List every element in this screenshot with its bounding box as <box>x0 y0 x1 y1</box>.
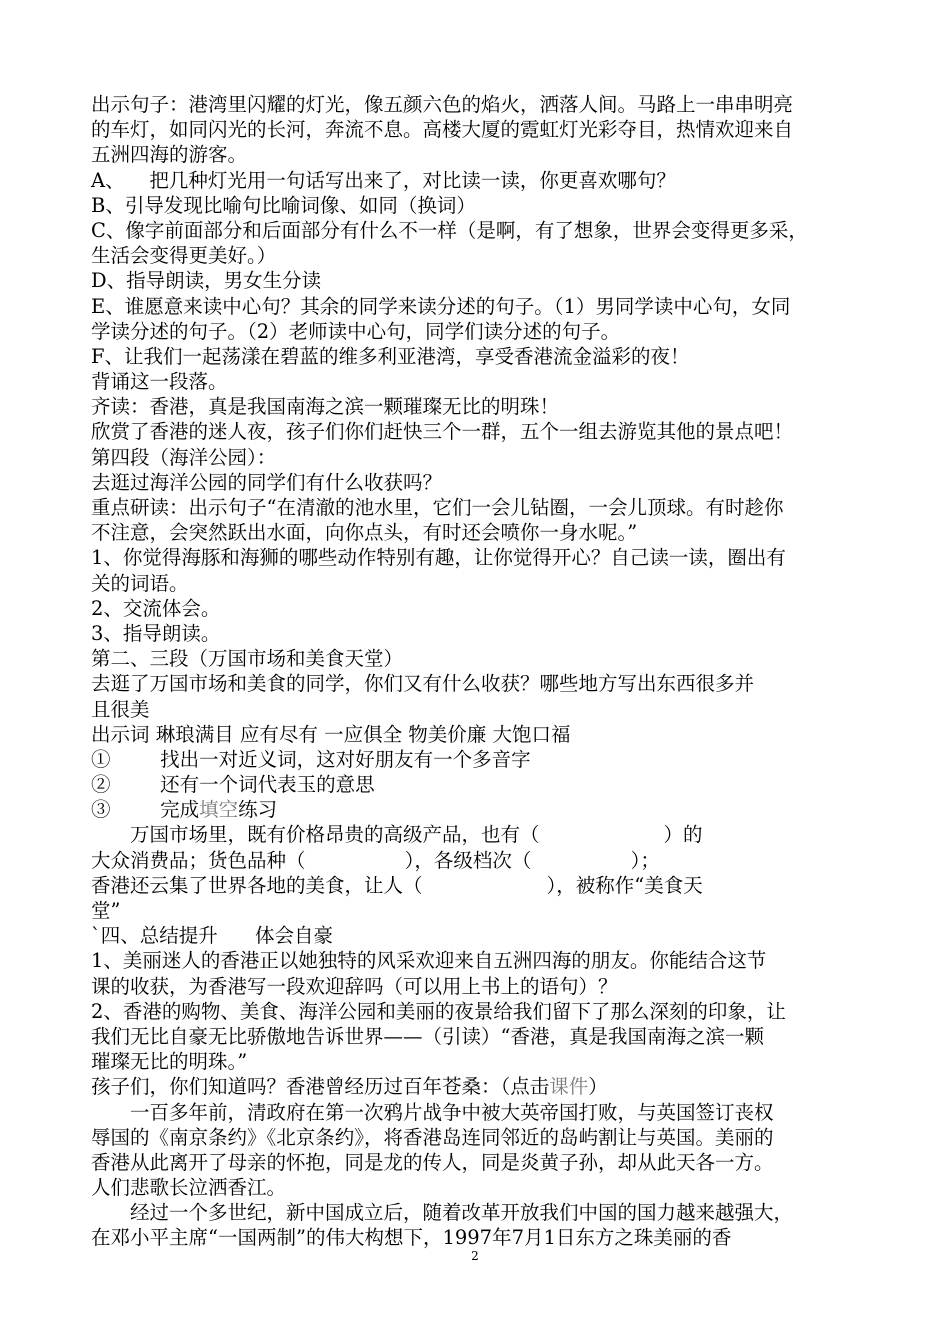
text-line: A、 把几种灯光用一句话写出来了，对比读一读，你更喜欢哪句？ <box>91 168 676 192</box>
text-line: 1、美丽迷人的香港正以她独特的风采欢迎来自五洲四海的朋友。你能结合这节 <box>91 949 767 973</box>
text-line: 经过一个多世纪，新中国成立后，随着改革开放我们中国的国力越来越强大， <box>130 1201 794 1225</box>
text-line: 人们悲歌长泣洒香江。 <box>91 1176 287 1200</box>
gray-text: 填空 <box>199 798 239 822</box>
text-line: 齐读：香港，真是我国南海之滨一颗璀璨无比的明珠！ <box>91 395 560 419</box>
text-line: `四、总结提升 体会自豪 <box>91 924 333 948</box>
text-line: 璀璨无比的明珠。” <box>91 1050 248 1074</box>
text-line: 去逛了万国市场和美食的同学，你们又有什么收获？哪些地方写出东西很多并 <box>91 672 755 696</box>
text-line: 堂” <box>91 899 121 922</box>
text-line: D、指导朗读，男女生分读 <box>91 269 322 293</box>
text-line: 生活会变得更美好。） <box>91 244 277 268</box>
text-segment: 练习 <box>238 798 278 822</box>
text-line: 一百多年前，清政府在第一次鸦片战争中被大英帝国打败，与英国签订丧权 <box>130 1100 774 1124</box>
text-line: 辱国的《南京条约》《北京条约》，将香港岛连同邻近的岛屿割让与英国。美丽的 <box>91 1125 774 1149</box>
text-line: 我们无比自豪无比骄傲地告诉世界——（引读）“香港，真是我国南海之滨一颗 <box>91 1024 764 1048</box>
text-line: 香港从此离开了母亲的怀抱，同是龙的传人，同是炎黄子孙，却从此天各一方。 <box>91 1150 774 1174</box>
text-line: ① 找出一对近义词，这对好朋友有一个多音字 <box>91 747 531 771</box>
text-line: 关的词语。 <box>91 571 189 595</box>
text-line: 重点研读：出示句子“在清澈的池水里，它们一会儿钻圈，一会儿顶球。有时趁你 <box>91 496 784 519</box>
text-line: 欣赏了香港的迷人夜，孩子们你们赶快三个一群，五个一组去游览其他的景点吧！ <box>91 420 794 444</box>
text-line: 第四段（海洋公园）： <box>91 445 277 469</box>
text-line: 第二、三段（万国市场和美食天堂） <box>91 647 404 671</box>
text-segment: ） <box>588 1075 608 1099</box>
text-line: 大众消费品；货色品种（ ），各级档次（ ）； <box>91 848 660 872</box>
text-line: 去逛过海洋公园的同学们有什么收获吗？ <box>91 470 443 494</box>
text-line-with-gray <box>91 1074 863 1099</box>
text-line: 出示句子：港湾里闪耀的灯光，像五颜六色的焰火，洒落人间。马路上一串串明亮 <box>91 93 794 116</box>
text-line: F、让我们一起荡漾在碧蓝的维多利亚港湾，享受香港流金溢彩的夜！ <box>91 344 690 368</box>
text-line: 五洲四海的游客。 <box>91 143 248 167</box>
text-line: 万国市场里，既有价格昂贵的高级产品，也有（ ）的 <box>130 823 703 847</box>
gray-text: 课件 <box>549 1075 589 1099</box>
text-line: 不注意，会突然跃出水面，向你点头，有时还会喷你一身水呢。” <box>91 521 638 545</box>
text-line: 香港还云集了世界各地的美食，让人（ ），被称作“美食天 <box>91 873 703 897</box>
text-line: 出示词 琳琅满目 应有尽有 一应俱全 物美价廉 大饱口福 <box>91 722 571 746</box>
text-line: 1、你觉得海豚和海狮的哪些动作特别有趣，让你觉得开心？自己读一读，圈出有 <box>91 546 786 570</box>
page-number: 2 <box>471 1249 479 1263</box>
text-line: 的车灯，如同闪光的长河，奔流不息。高楼大厦的霓虹灯光彩夺目，热情欢迎来自 <box>91 118 794 142</box>
text-line: 2、香港的购物、美食、海洋公园和美丽的夜景给我们留下了那么深刻的印象，让 <box>91 999 786 1023</box>
text-segment: 孩子们，你们知道吗？香港曾经历过百年苍桑：（点击 <box>91 1075 550 1099</box>
document-body <box>91 92 863 1251</box>
text-line: 3、指导朗读。 <box>91 621 221 645</box>
text-line: 且很美 <box>91 697 150 721</box>
text-line-with-gray <box>91 797 863 822</box>
text-line: E、谁愿意来读中心句？其余的同学来读分述的句子。（1）男同学读中心句，女同 <box>91 294 791 318</box>
text-line: C、像字前面部分和后面部分有什么不一样（是啊，有了想象，世界会变得更多采， <box>91 218 808 242</box>
text-line: 背诵这一段落。 <box>91 370 228 394</box>
text-segment: ③ 完成 <box>91 798 200 822</box>
text-line: 在邓小平主席“一国两制”的伟大构想下，1997年7月1日东方之珠美丽的香 <box>91 1226 732 1250</box>
text-line: 学读分述的句子。（2）老师读中心句，同学们读分述的句子。 <box>91 319 621 343</box>
text-line: ② 还有一个词代表玉的意思 <box>91 773 375 797</box>
text-line: B、引导发现比喻句比喻词像、如同（换词） <box>91 193 476 217</box>
text-line: 课的收获，为香港写一段欢迎辞吗（可以用上书上的语句）？ <box>91 974 618 998</box>
text-line: 2、交流体会。 <box>91 596 221 620</box>
